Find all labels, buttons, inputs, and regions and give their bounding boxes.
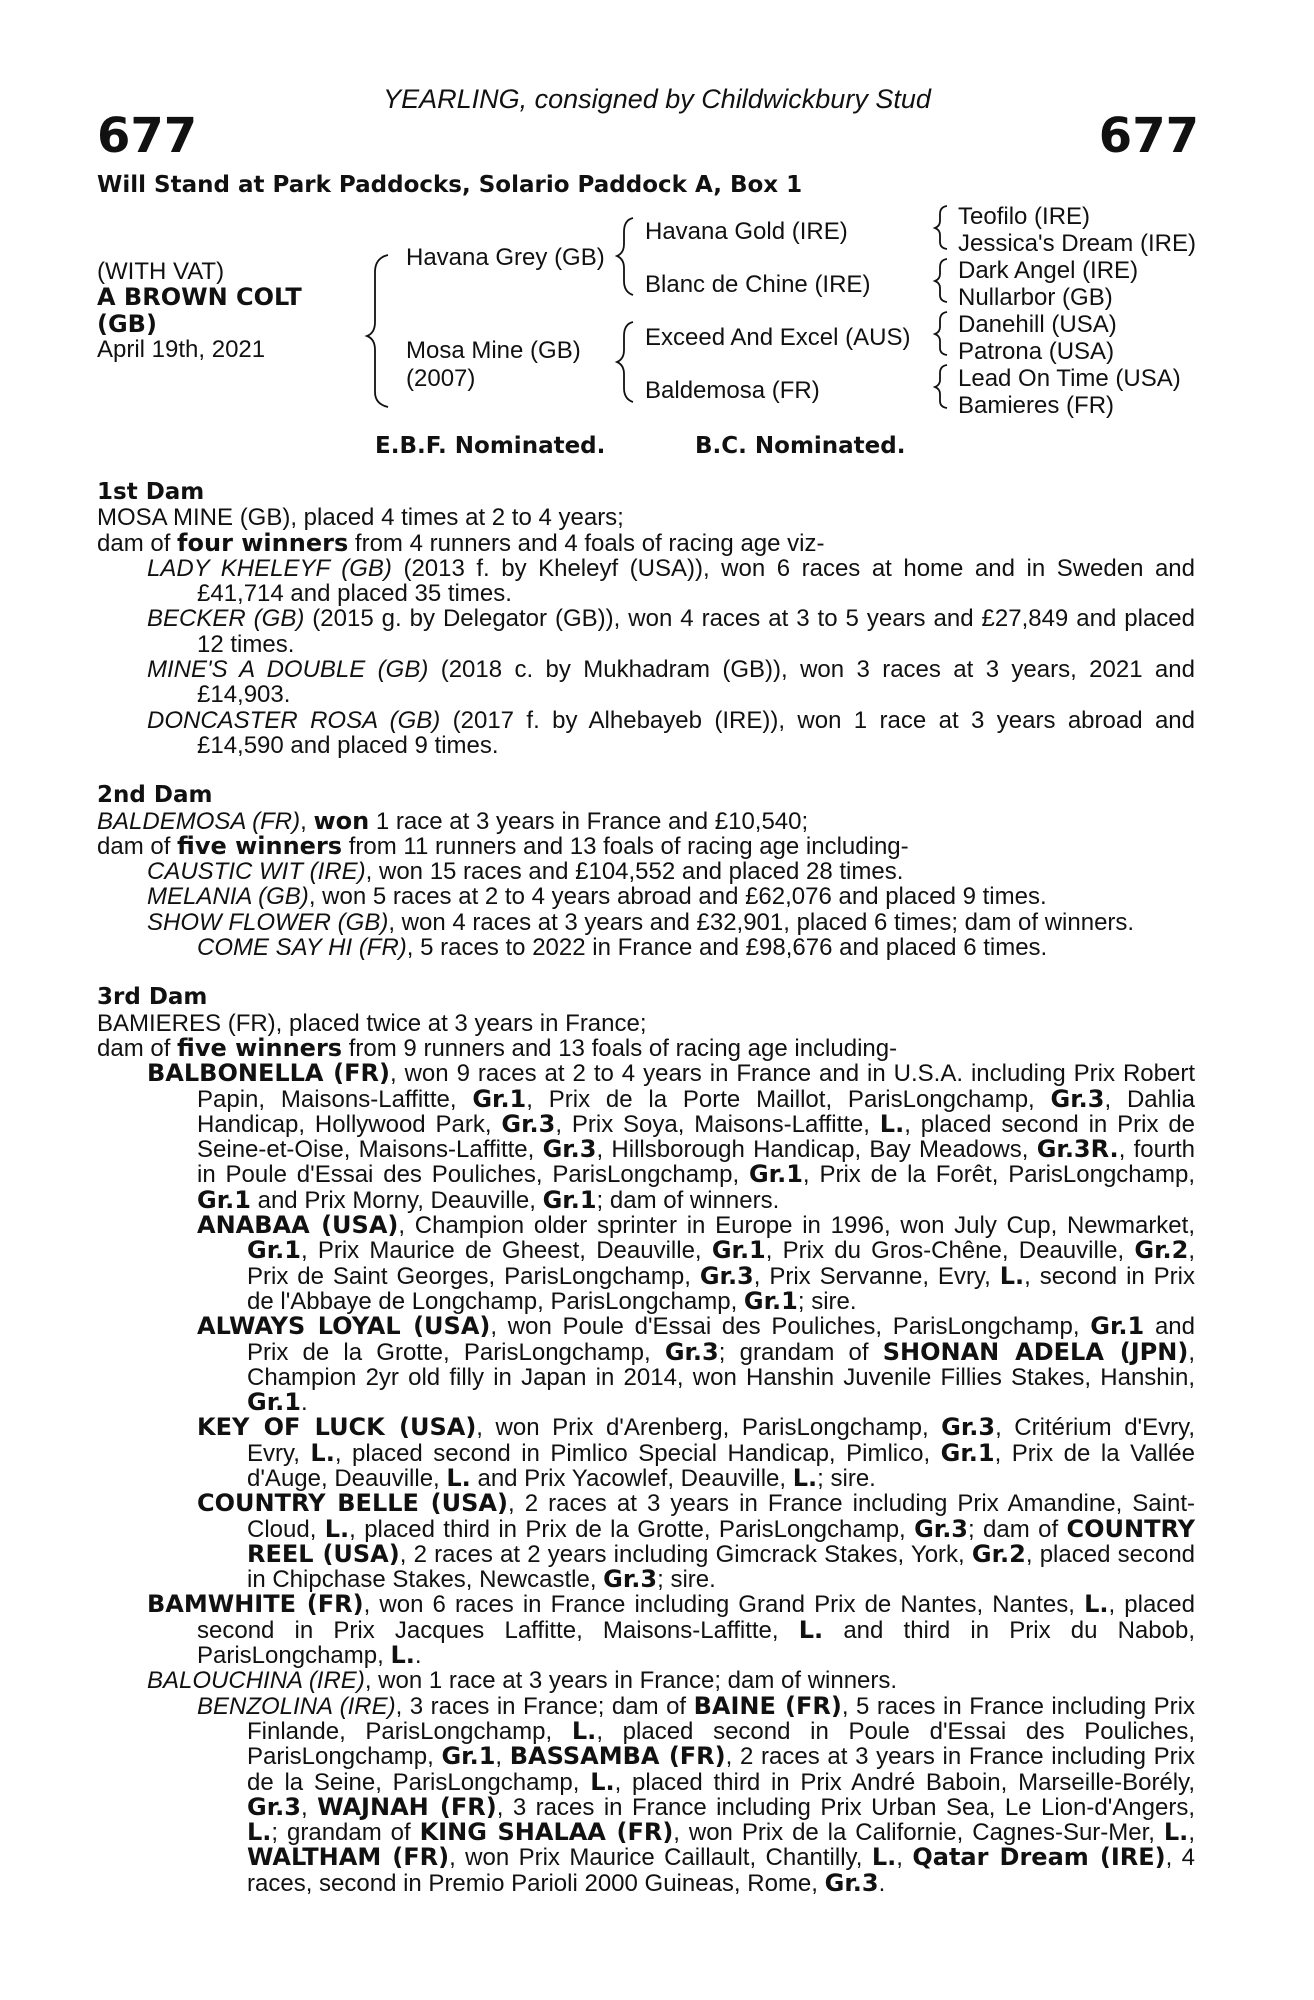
lot-number-left: 677 xyxy=(97,108,198,164)
progeny-entry: BALBONELLA (FR), won 9 races at 2 to 4 years in France and in U.S.A. including Prix Robert Papin, Maisons-Laffitte, Gr.1, Prix de la Porte Maillot, ParisLongchamp, Gr.3, Dahlia Handicap, Hollywood Park, Gr.3, Prix Soya, Maisons-Laffitte, L., placed second in Prix de Seine-et-Oise, Maisons-Laffitte, Gr.3, Hillsborough Handicap, Bay Meadows, Gr.3R., fourth in Poule d'Essai des Pouliches, ParisLongchamp, Gr.1, Prix de la Forêt, ParisLongchamp, Gr.1 and Prix Morny, Deauville, Gr.1; dam of winners. xyxy=(147,1059,1196,1214)
ancestor-2: Jessica's Dream (IRE) xyxy=(958,230,1196,257)
ancestor-8: Bamieres (FR) xyxy=(958,392,1115,419)
progeny-entry: MINE'S A DOUBLE (GB) (2018 c. by Mukhadram (GB)), won 3 races at 3 years, 2021 and £14,903. xyxy=(147,656,1195,709)
dam-sire: Exceed And Excel (AUS) xyxy=(645,324,911,351)
ancestor-3: Dark Angel (IRE) xyxy=(958,257,1139,284)
progeny-entry: KEY OF LUCK (USA), won Prix d'Arenberg, ParisLongchamp, Gr.3, Critérium d'Evry, Evry, L., placed second in Pimlico Special Handicap, Pimlico, Gr.1, Prix de la Vallée d'Auge, Deauville, L. and Prix Yacowlef, Deauville, L.; sire. xyxy=(197,1413,1196,1492)
sire-dam: Blanc de Chine (IRE) xyxy=(645,271,871,298)
dam-year: (2007) xyxy=(406,365,476,392)
third-dam-heading: 3rd Dam xyxy=(97,984,208,1011)
ancestor-6: Patrona (USA) xyxy=(958,338,1115,365)
ancestor-5: Danehill (USA) xyxy=(958,311,1117,338)
dam: Mosa Mine (GB) xyxy=(406,337,581,364)
first-dam-summary: MOSA MINE (GB), placed 4 times at 2 to 4 years; xyxy=(97,504,624,532)
sire-sire: Havana Gold (IRE) xyxy=(645,218,848,245)
bc-nomination: B.C. Nominated. xyxy=(695,433,906,459)
progeny-entry: BAMWHITE (FR), won 6 races in France including Grand Prix de Nantes, Nantes, L., placed second in Prix Jacques Laffitte, Maisons-Laffitte, L. and third in Prix du Nabob, ParisLongchamp, L.. xyxy=(147,1590,1195,1670)
progeny-entry: ALWAYS LOYAL (USA), won Poule d'Essai des Pouliches, ParisLongchamp, Gr.1 and Prix de la Grotte, ParisLongchamp, Gr.3; grandam of SHONAN ADELA (JPN), Champion 2yr old filly in Japan in 2014, won Hanshin Juvenile Fillies Stakes, Hanshin, Gr.1. xyxy=(197,1312,1196,1417)
sire: Havana Grey (GB) xyxy=(406,244,605,271)
progeny-entry: BECKER (GB) (2015 g. by Delegator (GB)), won 4 races at 3 to 5 years and £27,849 and placed 12 times. xyxy=(147,605,1195,658)
third-dam-summary: BAMIERES (FR), placed twice at 3 years in France; xyxy=(97,1009,647,1037)
progeny-entry: COME SAY HI (FR), 5 races to 2022 in France and £98,676 and placed 6 times. xyxy=(197,934,1048,962)
progeny-entry: COUNTRY BELLE (USA), 2 races at 3 years in France including Prix Amandine, Saint-Cloud, L., placed third in Prix de la Grotte, ParisLongchamp, Gr.3; dam of COUNTRY REEL (USA), 2 races at 2 years including Gimcrack Stakes, York, Gr.2, placed second in Chipchase Stakes, Newcastle, Gr.3; sire. xyxy=(197,1489,1196,1594)
first-dam-heading: 1st Dam xyxy=(97,479,205,505)
progeny-entry: BALOUCHINA (IRE), won 1 race at 3 years in France; dam of winners. xyxy=(147,1667,898,1695)
progeny-entry: LADY KHELEYF (GB) (2013 f. by Kheleyf (USA)), won 6 races at home and in Sweden and £41,714 and placed 35 times. xyxy=(147,554,1195,608)
vat-note: (WITH VAT) xyxy=(97,258,225,285)
foaling-date: April 19th, 2021 xyxy=(97,336,266,363)
progeny-entry: MELANIA (GB), won 5 races at 2 to 4 years abroad and £62,076 and placed 9 times. xyxy=(147,883,1047,911)
produce-record xyxy=(97,480,1195,1896)
stand-location: Will Stand at Park Paddocks, Solario Paddock A, Box 1 xyxy=(97,172,803,198)
lot-number-right: 677 xyxy=(1098,108,1199,164)
ancestor-1: Teofilo (IRE) xyxy=(958,203,1091,230)
consignment-subtitle: YEARLING, consigned by Childwickbury Stud xyxy=(383,84,931,114)
second-dam-produce: dam of five winners from 11 runners and 13 foals of racing age including- xyxy=(97,831,909,860)
second-dam-summary: BALDEMOSA (FR), won 1 race at 3 years in France and £10,540; xyxy=(97,806,809,835)
progeny-entry: SHOW FLOWER (GB), won 4 races at 3 years and £32,901, placed 6 times; dam of winners. xyxy=(147,908,1135,936)
progeny-entry: BENZOLINA (IRE), 3 races in France; dam of BAINE (FR), 5 races in France including Prix Finlande, ParisLongchamp, L., placed second in Poule d'Essai des Pouliches, ParisLongchamp, Gr.1, BASSAMBA (FR), 2 races at 3 years in France including Prix de la Seine, ParisLongchamp, L., placed third in Prix André Baboin, Marseille-Borély, Gr.3, WAJNAH (FR), 3 races in France including Prix Urban Sea, Le Lion-d'Angers, L.; grandam of KING SHALAA (FR), won Prix de la Californie, Cagnes-Sur-Mer, L., WALTHAM (FR), won Prix Maurice Caillault, Chantilly, L., Qatar Dream (IRE), 4 races, second in Premio Parioli 2000 Guineas, Rome, Gr.3. xyxy=(197,1691,1196,1897)
third-dam-produce: dam of five winners from 9 runners and 13 foals of racing age including- xyxy=(97,1033,898,1062)
first-dam-produce: dam of four winners from 4 runners and 4 foals of racing age viz- xyxy=(97,528,825,557)
ancestor-4: Nullarbor (GB) xyxy=(958,284,1113,311)
progeny-entry: DONCASTER ROSA (GB) (2017 f. by Alhebayeb (IRE)), won 1 race at 3 years abroad and £14,590 and placed 9 times. xyxy=(147,706,1195,759)
dam-dam: Baldemosa (FR) xyxy=(645,377,820,404)
progeny-entry: ANABAA (USA), Champion older sprinter in Europe in 1996, won July Cup, Newmarket, Gr.1, Prix Maurice de Gheest, Deauville, Gr.1, Prix du Gros-Chêne, Deauville, Gr.2, Prix de Saint Georges, ParisLongchamp, Gr.3, Prix Servanne, Evry, L., second in Prix de l'Abbaye de Longchamp, ParisLongchamp, Gr.1; sire. xyxy=(197,1211,1196,1315)
ebf-nomination: E.B.F. Nominated. xyxy=(375,433,606,459)
ancestor-7: Lead On Time (USA) xyxy=(958,365,1181,392)
progeny-entry: CAUSTIC WIT (IRE), won 15 races and £104,552 and placed 28 times. xyxy=(147,858,904,886)
second-dam-heading: 2nd Dam xyxy=(97,782,213,809)
horse-name: A BROWN COLT xyxy=(97,283,302,311)
horse-origin: (GB) xyxy=(97,310,157,338)
